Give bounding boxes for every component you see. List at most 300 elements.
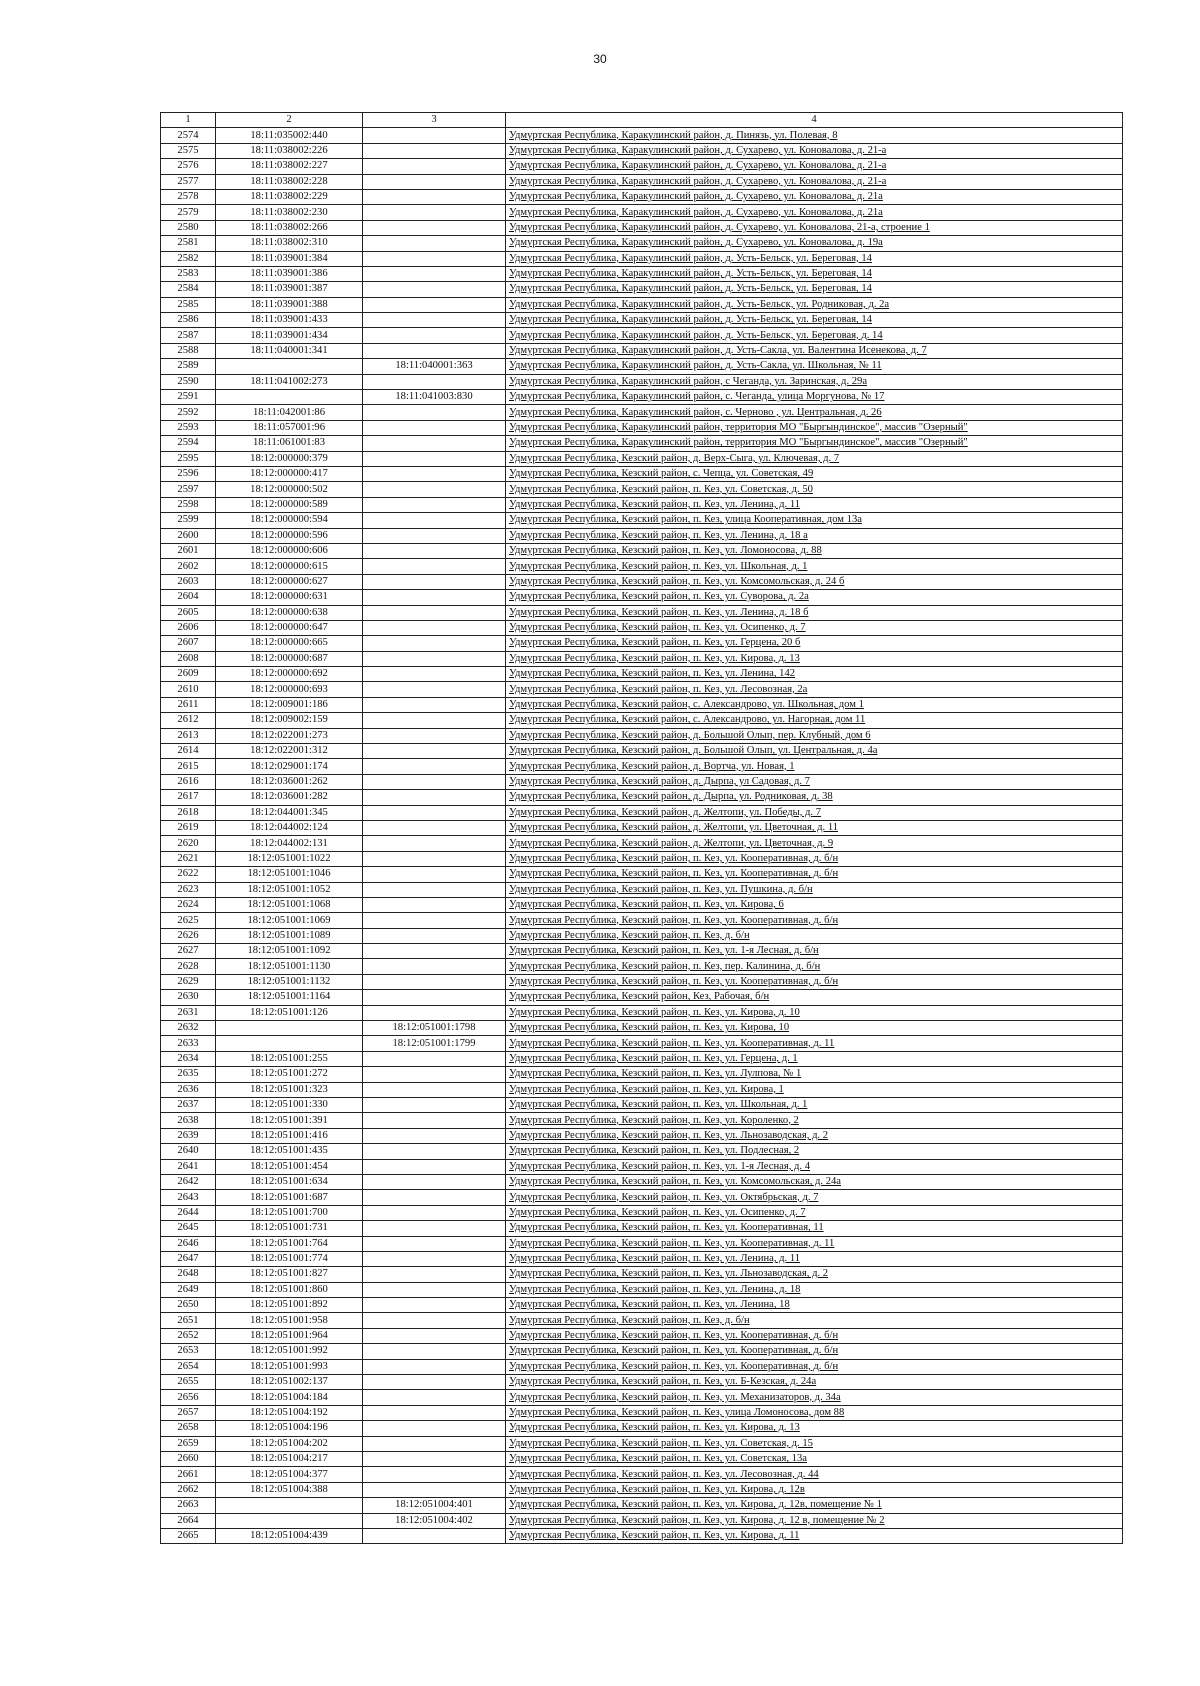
address-cell: Удмуртская Республика, Кезский район, п. Кез, ул. Кооперативная, 11 — [506, 1221, 1123, 1236]
table-row — [161, 1436, 1123, 1451]
building-cadastral-cell — [363, 1005, 506, 1020]
cadastral-number-cell: 18:12:051004:202 — [216, 1436, 363, 1451]
address-cell: Удмуртская Республика, Кезский район, п. Кез, ул. Кирова, д. 13 — [506, 651, 1123, 666]
table-row — [161, 867, 1123, 882]
cadastral-number-cell: 18:11:038002:226 — [216, 143, 363, 158]
row-number-cell: 2584 — [161, 282, 216, 297]
cadastral-number-cell: 18:12:051001:774 — [216, 1251, 363, 1266]
table-row — [161, 390, 1123, 405]
row-number-cell: 2590 — [161, 374, 216, 389]
table-row — [161, 451, 1123, 466]
row-number-cell: 2628 — [161, 959, 216, 974]
address-cell: Удмуртская Республика, Кезский район, п. Кез, ул. Герцена, 20 б — [506, 636, 1123, 651]
address-cell: Удмуртская Республика, Кезский район, с. Александрово, ул. Нагорная, дом 11 — [506, 713, 1123, 728]
address-cell: Удмуртская Республика, Каракулинский район, д. Сухарево, ул. Коновалова, д. 19а — [506, 236, 1123, 251]
building-cadastral-cell — [363, 1098, 506, 1113]
address-cell: Удмуртская Республика, Каракулинский район, д. Усть-Бельск, ул. Береговая, 14 — [506, 282, 1123, 297]
cadastral-number-cell: 18:12:051001:700 — [216, 1205, 363, 1220]
row-number-cell: 2618 — [161, 805, 216, 820]
row-number-cell: 2576 — [161, 159, 216, 174]
row-number-cell: 2592 — [161, 405, 216, 420]
building-cadastral-cell — [363, 220, 506, 235]
cadastral-number-cell: 18:12:009001:186 — [216, 697, 363, 712]
address-cell: Удмуртская Республика, Кезский район, п. Кез, ул. Ленина, д. 11 — [506, 1251, 1123, 1266]
building-cadastral-cell — [363, 451, 506, 466]
building-cadastral-cell — [363, 636, 506, 651]
row-number-cell: 2575 — [161, 143, 216, 158]
cadastral-number-cell: 18:12:051001:860 — [216, 1282, 363, 1297]
address-cell: Удмуртская Республика, Каракулинский район, д. Пинязь, ул. Полевая, 8 — [506, 128, 1123, 143]
table-row — [161, 297, 1123, 312]
address-cell: Удмуртская Республика, Кезский район, п. Кез, ул. Кирова, д. 12в, помещение № 1 — [506, 1498, 1123, 1513]
row-number-cell: 2649 — [161, 1282, 216, 1297]
table-row — [161, 559, 1123, 574]
address-cell: Удмуртская Республика, Каракулинский район, с. Чеганда, улица Моргунова, № 17 — [506, 390, 1123, 405]
address-cell: Удмуртская Республика, Кезский район, д. Желтопи, ул. Победы, д. 7 — [506, 805, 1123, 820]
table-row — [161, 1359, 1123, 1374]
address-cell: Удмуртская Республика, Кезский район, п. Кез, ул. Советская, д. 50 — [506, 482, 1123, 497]
row-number-cell: 2603 — [161, 574, 216, 589]
address-cell: Удмуртская Республика, Кезский район, п. Кез, ул. Кооперативная, д. б/н — [506, 974, 1123, 989]
cadastral-number-cell — [216, 390, 363, 405]
address-cell: Удмуртская Республика, Каракулинский район, д. Усть-Сакла, ул. Валентина Исенекова, д. 7 — [506, 343, 1123, 358]
table-row — [161, 1144, 1123, 1159]
cadastral-number-cell: 18:12:000000:687 — [216, 651, 363, 666]
building-cadastral-cell — [363, 1375, 506, 1390]
address-cell: Удмуртская Республика, Кезский район, п. Кез, ул. Кирова, д. 12в — [506, 1482, 1123, 1497]
building-cadastral-cell — [363, 574, 506, 589]
cadastral-number-cell: 18:12:000000:379 — [216, 451, 363, 466]
table-row — [161, 251, 1123, 266]
cadastral-number-cell: 18:12:000000:502 — [216, 482, 363, 497]
address-cell: Удмуртская Республика, Кезский район, п. Кез, ул. Ленина, д. 18 а — [506, 528, 1123, 543]
address-cell: Удмуртская Республика, Кезский район, п. Кез, ул. Пушкина, д. б/н — [506, 882, 1123, 897]
building-cadastral-cell — [363, 944, 506, 959]
table-row — [161, 805, 1123, 820]
cadastral-number-cell: 18:12:022001:312 — [216, 744, 363, 759]
row-number-cell: 2612 — [161, 713, 216, 728]
cadastral-number-cell: 18:12:000000:596 — [216, 528, 363, 543]
cadastral-number-cell: 18:12:051001:1164 — [216, 990, 363, 1005]
cadastral-number-cell: 18:12:051001:416 — [216, 1128, 363, 1143]
building-cadastral-cell — [363, 667, 506, 682]
building-cadastral-cell — [363, 466, 506, 481]
table-row — [161, 359, 1123, 374]
table-row — [161, 944, 1123, 959]
building-cadastral-cell — [363, 682, 506, 697]
address-cell: Удмуртская Республика, Кезский район, п. Кез, ул. Кооперативная, д. 11 — [506, 1236, 1123, 1251]
table-row — [161, 1051, 1123, 1066]
row-number-cell: 2643 — [161, 1190, 216, 1205]
address-cell: Удмуртская Республика, Кезский район, п. Кез, ул. Школьная, д. 1 — [506, 559, 1123, 574]
cadastral-number-cell: 18:11:038002:228 — [216, 174, 363, 189]
building-cadastral-cell — [363, 1174, 506, 1189]
address-cell: Удмуртская Республика, Каракулинский район, д. Усть-Бельск, ул. Береговая, 14 — [506, 313, 1123, 328]
building-cadastral-cell — [363, 482, 506, 497]
row-number-cell: 2587 — [161, 328, 216, 343]
address-cell: Удмуртская Республика, Каракулинский район, д. Сухарево, ул. Коновалова, д. 21а — [506, 189, 1123, 204]
row-number-cell: 2665 — [161, 1528, 216, 1543]
address-cell: Удмуртская Республика, Кезский район, п. Кез, ул. Кооперативная, д. б/н — [506, 913, 1123, 928]
table-header-row — [161, 113, 1123, 128]
registry-table — [160, 112, 1123, 1544]
row-number-cell: 2608 — [161, 651, 216, 666]
row-number-cell: 2616 — [161, 774, 216, 789]
building-cadastral-cell — [363, 559, 506, 574]
row-number-cell: 2662 — [161, 1482, 216, 1497]
building-cadastral-cell — [363, 928, 506, 943]
row-number-cell: 2607 — [161, 636, 216, 651]
cadastral-number-cell: 18:12:051004:192 — [216, 1405, 363, 1420]
address-cell: Удмуртская Республика, Кезский район, п. Кез, ул. Кооперативная, д. б/н — [506, 867, 1123, 882]
building-cadastral-cell — [363, 774, 506, 789]
cadastral-number-cell: 18:12:000000:615 — [216, 559, 363, 574]
address-cell: Удмуртская Республика, Кезский район, д. Дырпа, ул. Родниковая, д. 38 — [506, 790, 1123, 805]
row-number-cell: 2605 — [161, 605, 216, 620]
table-row — [161, 497, 1123, 512]
cadastral-number-cell: 18:12:000000:606 — [216, 543, 363, 558]
cadastral-number-cell: 18:12:051001:1092 — [216, 944, 363, 959]
cadastral-number-cell: 18:12:051001:1069 — [216, 913, 363, 928]
address-cell: Удмуртская Республика, Каракулинский район, д. Сухарево, ул. Коновалова, д. 21-а — [506, 143, 1123, 158]
row-number-cell: 2653 — [161, 1344, 216, 1359]
building-cadastral-cell — [363, 1328, 506, 1343]
address-cell: Удмуртская Республика, Кезский район, п. Кез, ул. Лесовозная, д. 44 — [506, 1467, 1123, 1482]
cadastral-number-cell: 18:12:051001:391 — [216, 1113, 363, 1128]
building-cadastral-cell — [363, 174, 506, 189]
table-row — [161, 1313, 1123, 1328]
row-number-cell: 2627 — [161, 944, 216, 959]
row-number-cell: 2586 — [161, 313, 216, 328]
address-cell: Удмуртская Республика, Кезский район, с. Чепца, ул. Советская, 49 — [506, 466, 1123, 481]
address-cell: Удмуртская Республика, Кезский район, п. Кез, ул. Комсомольская, д. 24 б — [506, 574, 1123, 589]
address-cell: Удмуртская Республика, Кезский район, п. Кез, ул. Герцена, д. 1 — [506, 1051, 1123, 1066]
row-number-cell: 2661 — [161, 1467, 216, 1482]
address-cell: Удмуртская Республика, Каракулинский район, д. Сухарево, ул. Коновалова, 21-а, строение 1 — [506, 220, 1123, 235]
registry-table-body — [161, 113, 1123, 1544]
row-number-cell: 2611 — [161, 697, 216, 712]
table-row — [161, 820, 1123, 835]
building-cadastral-cell: 18:12:051004:401 — [363, 1498, 506, 1513]
cadastral-number-cell: 18:11:041002:273 — [216, 374, 363, 389]
row-number-cell: 2641 — [161, 1159, 216, 1174]
table-row — [161, 728, 1123, 743]
address-cell: Удмуртская Республика, Кезский район, п. Кез, ул. Октябрьская, д. 7 — [506, 1190, 1123, 1205]
cadastral-number-cell: 18:12:029001:174 — [216, 759, 363, 774]
cadastral-number-cell: 18:12:044002:124 — [216, 820, 363, 835]
cadastral-number-cell: 18:12:051004:439 — [216, 1528, 363, 1543]
table-row — [161, 1390, 1123, 1405]
cadastral-number-cell: 18:12:051001:827 — [216, 1267, 363, 1282]
building-cadastral-cell — [363, 759, 506, 774]
row-number-cell: 2647 — [161, 1251, 216, 1266]
table-row — [161, 159, 1123, 174]
table-row — [161, 1098, 1123, 1113]
cadastral-number-cell: 18:12:051001:687 — [216, 1190, 363, 1205]
address-cell: Удмуртская Республика, Кезский район, п. Кез, ул. Ленина, д. 11 — [506, 497, 1123, 512]
table-row — [161, 1021, 1123, 1036]
row-number-cell: 2651 — [161, 1313, 216, 1328]
address-cell: Удмуртская Республика, Кезский район, д. Верх-Сыга, ул. Ключевая, д. 7 — [506, 451, 1123, 466]
address-cell: Удмуртская Республика, Кезский район, п. Кез, ул. Подлесная, 2 — [506, 1144, 1123, 1159]
cadastral-number-cell: 18:12:051001:454 — [216, 1159, 363, 1174]
table-row — [161, 1036, 1123, 1051]
building-cadastral-cell — [363, 128, 506, 143]
address-cell: Удмуртская Республика, Кезский район, п. Кез, пер. Калинина, д. б/н — [506, 959, 1123, 974]
row-number-cell: 2656 — [161, 1390, 216, 1405]
address-cell: Удмуртская Республика, Кезский район, д. Дырпа, ул Садовая, д. 7 — [506, 774, 1123, 789]
cadastral-number-cell: 18:12:051001:1132 — [216, 974, 363, 989]
address-cell: Удмуртская Республика, Каракулинский район, территория МО "Быргындинское", массив "Озерный" — [506, 436, 1123, 451]
row-number-cell: 2577 — [161, 174, 216, 189]
building-cadastral-cell — [363, 297, 506, 312]
row-number-cell: 2574 — [161, 128, 216, 143]
table-row — [161, 282, 1123, 297]
table-row — [161, 328, 1123, 343]
row-number-cell: 2650 — [161, 1298, 216, 1313]
row-number-cell: 2639 — [161, 1128, 216, 1143]
building-cadastral-cell — [363, 990, 506, 1005]
row-number-cell: 2583 — [161, 266, 216, 281]
address-cell: Удмуртская Республика, Кезский район, п. Кез, ул. Льнозаводская, д. 2 — [506, 1267, 1123, 1282]
address-cell: Удмуртская Республика, Кезский район, д. Желтопи, ул. Цветочная, д. 9 — [506, 836, 1123, 851]
building-cadastral-cell — [363, 159, 506, 174]
cadastral-number-cell: 18:12:044001:345 — [216, 805, 363, 820]
cadastral-number-cell — [216, 1036, 363, 1051]
building-cadastral-cell — [363, 820, 506, 835]
building-cadastral-cell — [363, 343, 506, 358]
address-cell: Удмуртская Республика, Кезский район, п. Кез, ул. Ленина, д. 18 — [506, 1282, 1123, 1297]
cadastral-number-cell: 18:12:051001:323 — [216, 1082, 363, 1097]
building-cadastral-cell — [363, 1144, 506, 1159]
cadastral-number-cell: 18:12:051001:1130 — [216, 959, 363, 974]
building-cadastral-cell — [363, 1082, 506, 1097]
row-number-cell: 2610 — [161, 682, 216, 697]
table-row — [161, 1344, 1123, 1359]
cadastral-number-cell: 18:12:000000:638 — [216, 605, 363, 620]
row-number-cell: 2622 — [161, 867, 216, 882]
address-cell: Удмуртская Республика, Кезский район, п. Кез, ул. Советская, 13а — [506, 1451, 1123, 1466]
cadastral-number-cell: 18:11:039001:434 — [216, 328, 363, 343]
cadastral-number-cell: 18:12:051001:892 — [216, 1298, 363, 1313]
building-cadastral-cell — [363, 1128, 506, 1143]
building-cadastral-cell: 18:12:051001:1798 — [363, 1021, 506, 1036]
address-cell: Удмуртская Республика, Кезский район, п. Кез, ул. Лесовозная, 2а — [506, 682, 1123, 697]
building-cadastral-cell — [363, 189, 506, 204]
building-cadastral-cell — [363, 1113, 506, 1128]
cadastral-number-cell: 18:11:039001:388 — [216, 297, 363, 312]
building-cadastral-cell — [363, 1528, 506, 1543]
table-row — [161, 1159, 1123, 1174]
table-row — [161, 1467, 1123, 1482]
table-row — [161, 1236, 1123, 1251]
table-row — [161, 1375, 1123, 1390]
address-cell: Удмуртская Республика, Кезский район, п. Кез, улица Ломоносова, дом 88 — [506, 1405, 1123, 1420]
table-row — [161, 897, 1123, 912]
cadastral-number-cell: 18:11:042001:86 — [216, 405, 363, 420]
table-row — [161, 1251, 1123, 1266]
building-cadastral-cell — [363, 251, 506, 266]
building-cadastral-cell — [363, 1313, 506, 1328]
cadastral-number-cell: 18:12:044002:131 — [216, 836, 363, 851]
address-cell: Удмуртская Республика, Кезский район, п. Кез, ул. Б-Кезская, д. 24а — [506, 1375, 1123, 1390]
building-cadastral-cell — [363, 1421, 506, 1436]
cadastral-number-cell: 18:12:000000:627 — [216, 574, 363, 589]
building-cadastral-cell — [363, 374, 506, 389]
table-row — [161, 990, 1123, 1005]
address-cell: Удмуртская Республика, Кезский район, п. Кез, ул. Осипенко, д. 7 — [506, 1205, 1123, 1220]
row-number-cell: 2663 — [161, 1498, 216, 1513]
cadastral-number-cell: 18:12:051004:388 — [216, 1482, 363, 1497]
address-cell: Удмуртская Республика, Каракулинский район, д. Усть-Бельск, ул. Береговая, 14 — [506, 266, 1123, 281]
row-number-cell: 2601 — [161, 543, 216, 558]
table-row — [161, 1005, 1123, 1020]
building-cadastral-cell — [363, 1482, 506, 1497]
building-cadastral-cell — [363, 405, 506, 420]
table-row — [161, 189, 1123, 204]
address-cell: Удмуртская Республика, Кезский район, п. Кез, д. б/н — [506, 1313, 1123, 1328]
column-header-2: 2 — [216, 113, 363, 128]
building-cadastral-cell — [363, 605, 506, 620]
building-cadastral-cell — [363, 1251, 506, 1266]
address-cell: Удмуртская Республика, Кезский район, д. Большой Олып, пер. Клубный, дом 6 — [506, 728, 1123, 743]
building-cadastral-cell — [363, 728, 506, 743]
address-cell: Удмуртская Республика, Кезский район, п. Кез, ул. 1-я Лесная, д. 4 — [506, 1159, 1123, 1174]
building-cadastral-cell — [363, 867, 506, 882]
address-cell: Удмуртская Республика, Каракулинский район, с Чеганда, ул. Заринская, д. 29а — [506, 374, 1123, 389]
table-row — [161, 343, 1123, 358]
building-cadastral-cell — [363, 236, 506, 251]
row-number-cell: 2598 — [161, 497, 216, 512]
row-number-cell: 2621 — [161, 851, 216, 866]
row-number-cell: 2594 — [161, 436, 216, 451]
row-number-cell: 2619 — [161, 820, 216, 835]
address-cell: Удмуртская Республика, Кезский район, п. Кез, ул. Льнозаводская, д. 2 — [506, 1128, 1123, 1143]
table-row — [161, 313, 1123, 328]
row-number-cell: 2642 — [161, 1174, 216, 1189]
table-row — [161, 928, 1123, 943]
table-row — [161, 759, 1123, 774]
table-row — [161, 528, 1123, 543]
building-cadastral-cell — [363, 143, 506, 158]
cadastral-number-cell — [216, 1513, 363, 1528]
cadastral-number-cell: 18:12:000000:594 — [216, 513, 363, 528]
address-cell: Удмуртская Республика, Каракулинский район, д. Усть-Бельск, ул. Родниковая, д. 2а — [506, 297, 1123, 312]
row-number-cell: 2652 — [161, 1328, 216, 1343]
row-number-cell: 2655 — [161, 1375, 216, 1390]
address-cell: Удмуртская Республика, Кезский район, п. Кез, ул. 1-я Лесная, д. б/н — [506, 944, 1123, 959]
cadastral-number-cell: 18:12:051001:330 — [216, 1098, 363, 1113]
building-cadastral-cell — [363, 590, 506, 605]
cadastral-number-cell: 18:12:051001:634 — [216, 1174, 363, 1189]
table-row — [161, 1067, 1123, 1082]
table-row — [161, 374, 1123, 389]
row-number-cell: 2588 — [161, 343, 216, 358]
row-number-cell: 2648 — [161, 1267, 216, 1282]
cadastral-number-cell — [216, 359, 363, 374]
table-row — [161, 1451, 1123, 1466]
address-cell: Удмуртская Республика, Кезский район, п. Кез, ул. Школьная, д. 1 — [506, 1098, 1123, 1113]
cadastral-number-cell: 18:12:051001:993 — [216, 1359, 363, 1374]
cadastral-number-cell: 18:12:009002:159 — [216, 713, 363, 728]
cadastral-number-cell: 18:12:000000:417 — [216, 466, 363, 481]
row-number-cell: 2645 — [161, 1221, 216, 1236]
cadastral-number-cell: 18:12:000000:693 — [216, 682, 363, 697]
address-cell: Удмуртская Республика, Кезский район, д. Вортча, ул. Новая, 1 — [506, 759, 1123, 774]
cadastral-number-cell — [216, 1021, 363, 1036]
row-number-cell: 2595 — [161, 451, 216, 466]
table-row — [161, 1082, 1123, 1097]
cadastral-number-cell: 18:12:051004:196 — [216, 1421, 363, 1436]
address-cell: Удмуртская Республика, Кезский район, п. Кез, ул. Суворова, д. 2а — [506, 590, 1123, 605]
table-row — [161, 713, 1123, 728]
address-cell: Удмуртская Республика, Кезский район, п. Кез, ул. Ленина, 18 — [506, 1298, 1123, 1313]
cadastral-number-cell: 18:12:051001:731 — [216, 1221, 363, 1236]
cadastral-number-cell: 18:11:038002:229 — [216, 189, 363, 204]
row-number-cell: 2625 — [161, 913, 216, 928]
address-cell: Удмуртская Республика, Кезский район, п. Кез, д. б/н — [506, 928, 1123, 943]
address-cell: Удмуртская Республика, Кезский район, п. Кез, улица Кооперативная, дом 13а — [506, 513, 1123, 528]
address-cell: Удмуртская Республика, Кезский район, п. Кез, ул. Кирова, д. 12 в, помещение № 2 — [506, 1513, 1123, 1528]
table-row — [161, 436, 1123, 451]
building-cadastral-cell — [363, 1282, 506, 1297]
cadastral-number-cell: 18:11:038002:230 — [216, 205, 363, 220]
page-number: 30 — [593, 52, 607, 66]
table-row — [161, 574, 1123, 589]
table-row — [161, 774, 1123, 789]
building-cadastral-cell — [363, 497, 506, 512]
building-cadastral-cell — [363, 651, 506, 666]
cadastral-number-cell: 18:12:051001:1052 — [216, 882, 363, 897]
cadastral-number-cell: 18:12:051001:1089 — [216, 928, 363, 943]
table-row — [161, 1267, 1123, 1282]
row-number-cell: 2635 — [161, 1067, 216, 1082]
cadastral-number-cell: 18:12:051001:1022 — [216, 851, 363, 866]
address-cell: Удмуртская Республика, Кезский район, д. Большой Олып, ул. Центральная, д. 4а — [506, 744, 1123, 759]
building-cadastral-cell — [363, 851, 506, 866]
address-cell: Удмуртская Республика, Кезский район, Кез, Рабочая, б/н — [506, 990, 1123, 1005]
address-cell: Удмуртская Республика, Кезский район, п. Кез, ул. Кооперативная, д. б/н — [506, 851, 1123, 866]
building-cadastral-cell — [363, 1159, 506, 1174]
cadastral-number-cell: 18:12:051001:435 — [216, 1144, 363, 1159]
row-number-cell: 2617 — [161, 790, 216, 805]
building-cadastral-cell — [363, 1298, 506, 1313]
row-number-cell: 2640 — [161, 1144, 216, 1159]
row-number-cell: 2626 — [161, 928, 216, 943]
building-cadastral-cell — [363, 543, 506, 558]
cadastral-number-cell: 18:12:051001:255 — [216, 1051, 363, 1066]
address-cell: Удмуртская Республика, Кезский район, п. Кез, ул. Кирова, 1 — [506, 1082, 1123, 1097]
address-cell: Удмуртская Республика, Каракулинский район, д. Сухарево, ул. Коновалова, д. 21-а — [506, 174, 1123, 189]
building-cadastral-cell — [363, 313, 506, 328]
row-number-cell: 2664 — [161, 1513, 216, 1528]
row-number-cell: 2614 — [161, 744, 216, 759]
row-number-cell: 2593 — [161, 420, 216, 435]
row-number-cell: 2631 — [161, 1005, 216, 1020]
building-cadastral-cell — [363, 266, 506, 281]
table-row — [161, 882, 1123, 897]
row-number-cell: 2609 — [161, 667, 216, 682]
address-cell: Удмуртская Республика, Кезский район, п. Кез, ул. Кооперативная, д. б/н — [506, 1328, 1123, 1343]
table-row — [161, 1421, 1123, 1436]
column-header-1: 1 — [161, 113, 216, 128]
address-cell: Удмуртская Республика, Кезский район, п. Кез, ул. Кирова, д. 10 — [506, 1005, 1123, 1020]
row-number-cell: 2589 — [161, 359, 216, 374]
address-cell: Удмуртская Республика, Кезский район, п. Кез, ул. Короленко, 2 — [506, 1113, 1123, 1128]
address-cell: Удмуртская Республика, Кезский район, п. Кез, ул. Ломоносова, д. 88 — [506, 543, 1123, 558]
address-cell: Удмуртская Республика, Каракулинский район, д. Сухарево, ул. Коновалова, д. 21-а — [506, 159, 1123, 174]
row-number-cell: 2660 — [161, 1451, 216, 1466]
